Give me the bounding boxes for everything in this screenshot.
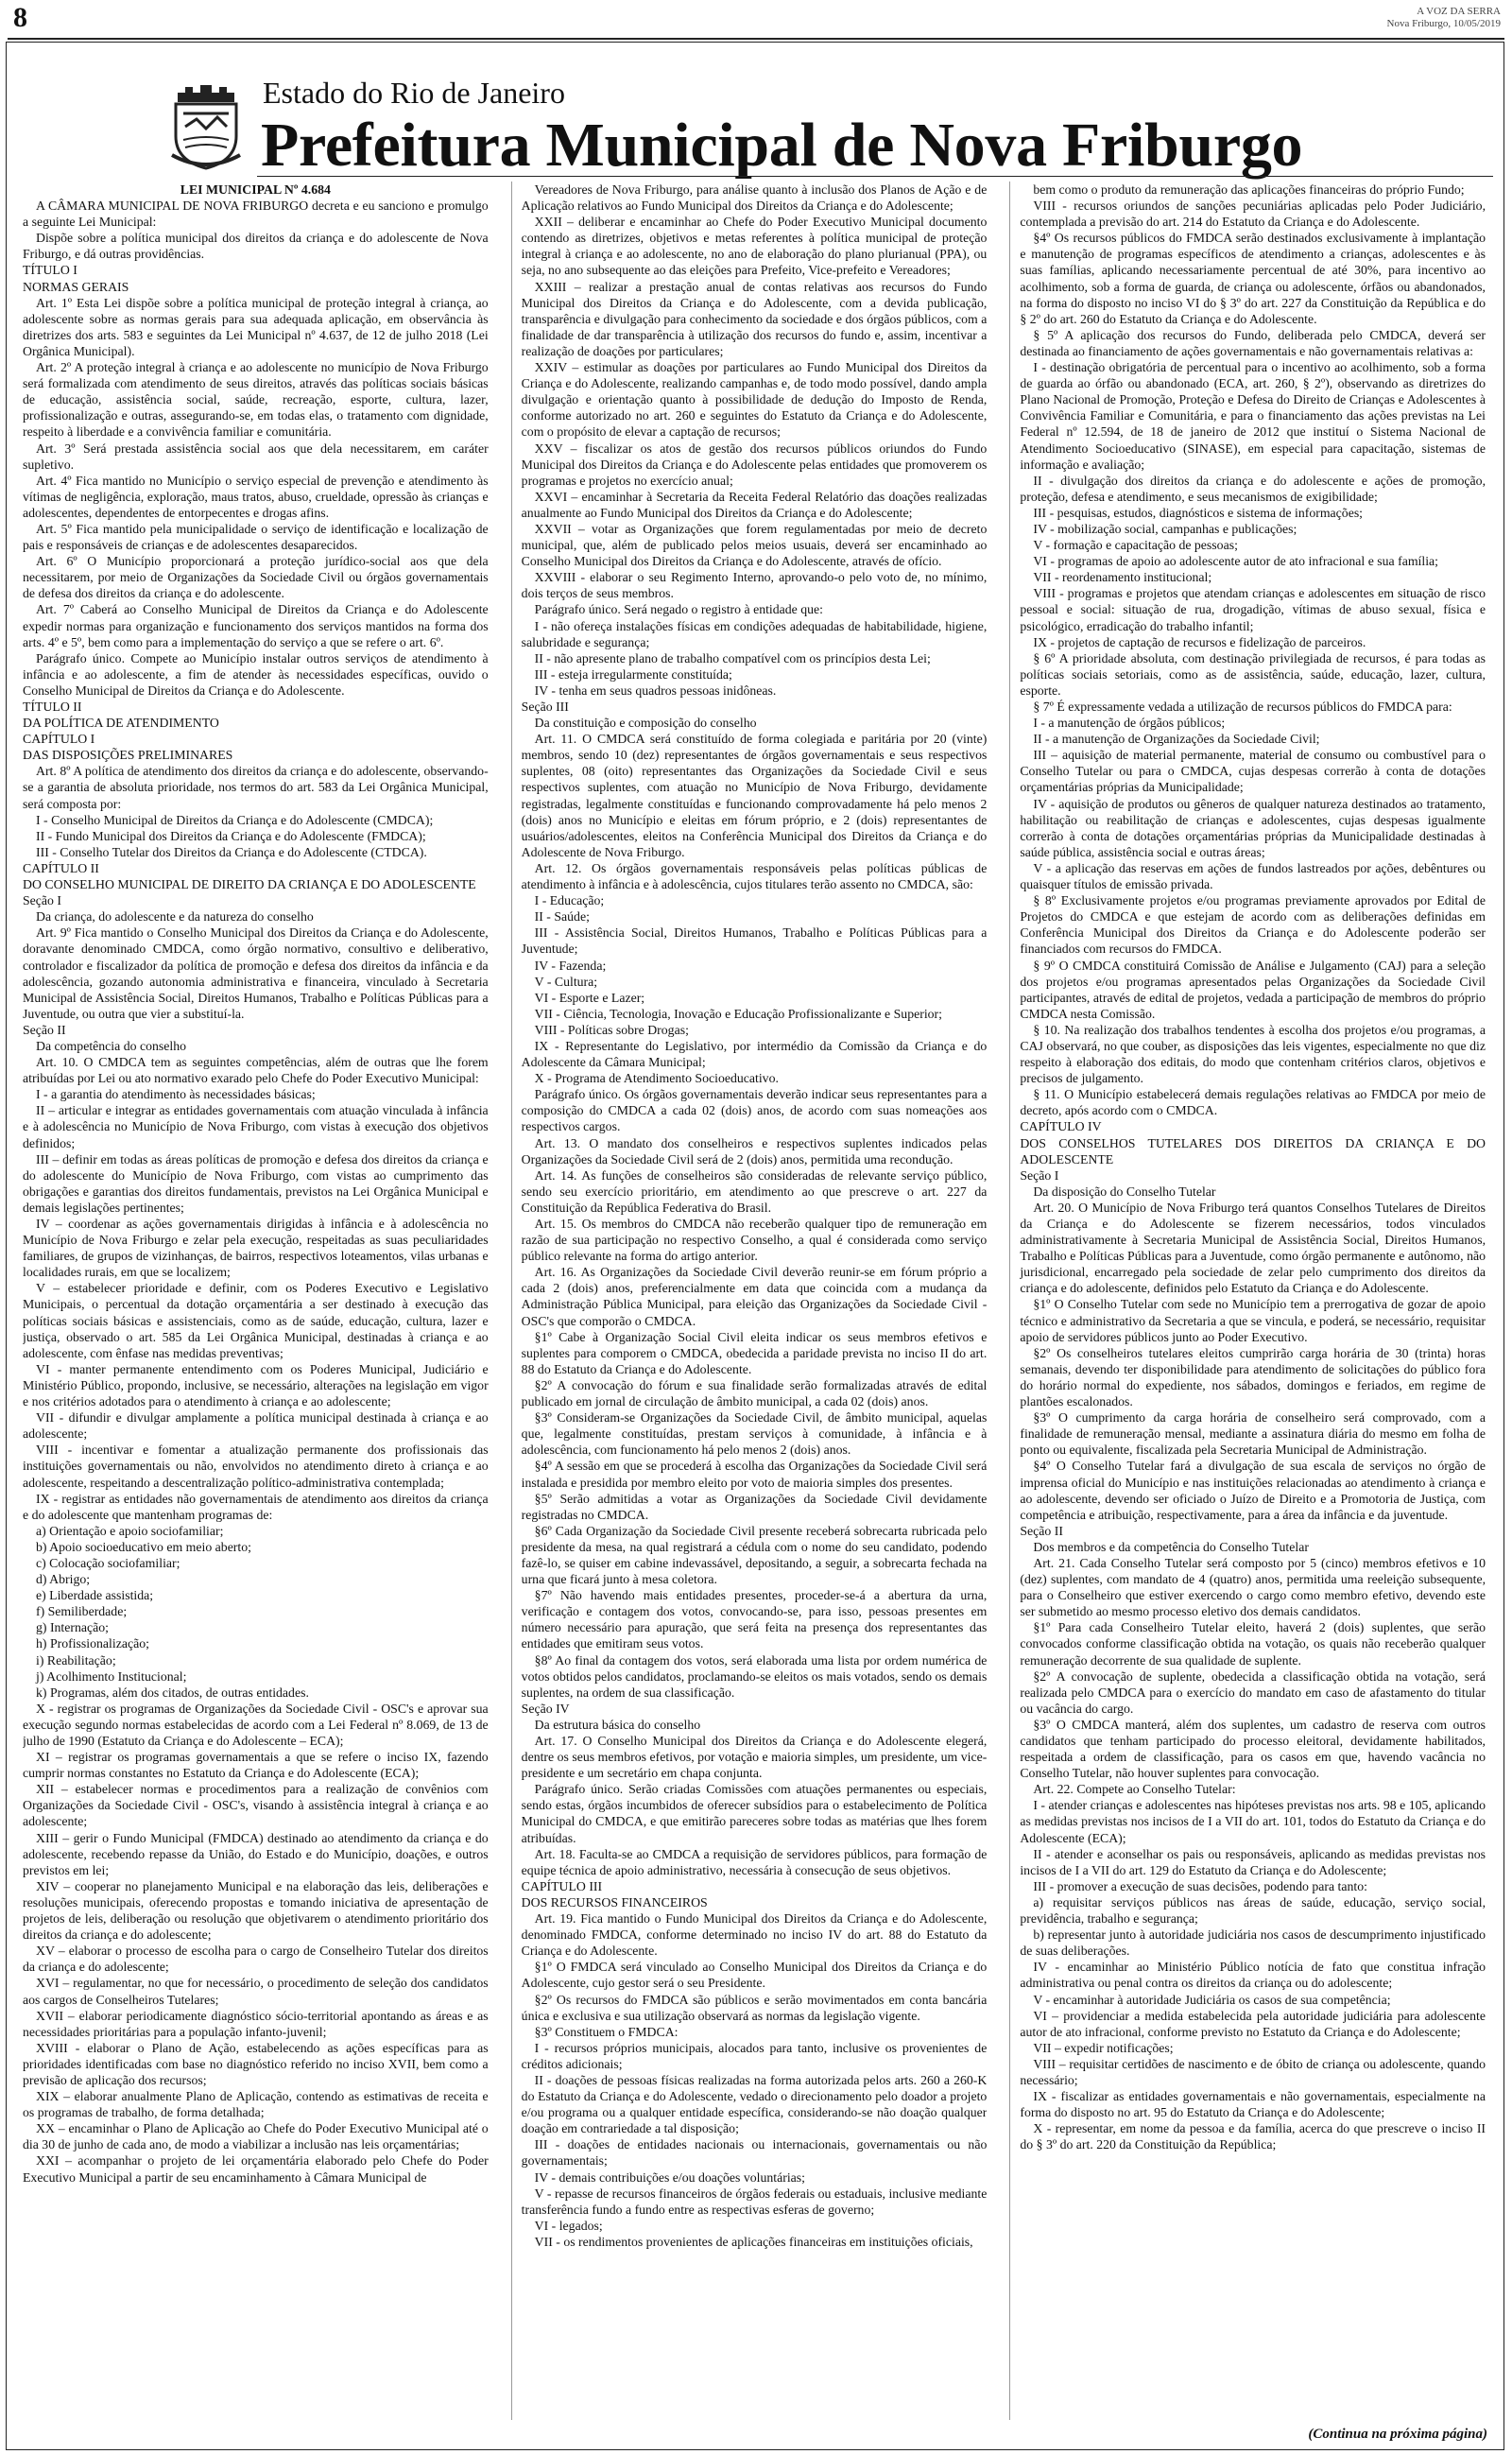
paragraph: III - Conselho Tutelar dos Direitos da Criança e do Adolescente (CTDCA).: [36, 844, 427, 859]
paragraph: XI – registrar os programas governamentais a que se refere o inciso IX, fazendo cumprir normas constantes no Estatuto da Criança e do Adolescente (ECA);: [23, 1750, 489, 1781]
paragraph: XIX – elaborar anualmente Plano de Aplicação, contendo as estimativas de receita e os programas de trabalho, de forma detalhada;: [23, 2089, 489, 2120]
paragraph: III – aquisição de material permanente, material de consumo ou combustível para o Conselho Tutelar ou para o CMDCA, cujas despesas correrão à conta de dotações orçamentárias próprias da Municipalidade;: [1020, 748, 1486, 795]
paragraph: e) Liberdade assistida;: [36, 1588, 154, 1603]
coat-of-arms-icon: [168, 81, 244, 172]
paragraph: XXIV – estimular as doações por particulares ao Fundo Municipal dos Direitos da Criança e do Adolescente, realizando campanhas e, de todo modo possível, dando ampla divulgação e orientação quanto à possibilidade de dedução do Imposto de Renda, conforme autorizado no art. 260 e seguintes do Estatuto da Criança e do Adolescente, com o propósito de elevar a captação de recursos;: [521, 360, 988, 440]
paragraph: XVI – regulamentar, no que for necessário, o procedimento de seleção dos candidatos aos cargos de Conselheiros Tutelares;: [23, 1976, 489, 2007]
paragraph: XXV – fiscalizar os atos de gestão dos recursos públicos oriundos do Fundo Municipal dos Direitos da Criança e do Adolescente pelas entidades que promoverem os programas e projetos no exercício anual;: [521, 441, 988, 488]
paragraph: §3º Consideram-se Organizações da Sociedade Civil, de âmbito municipal, aquelas que, legalmente constituídas, prestam serviços à comunidade, à infância e à adolescência, com funcionamento há pelo menos 2 (dois) anos.: [521, 1410, 988, 1458]
masthead-rule: [257, 176, 1493, 177]
paragraph: XXI – acompanhar o projeto de lei orçamentária elaborado pelo Chefe do Poder Executivo Municipal a partir de seu encaminhamento à Câmara Municipal de: [23, 2153, 489, 2185]
paragraph: i) Reabilitação;: [36, 1652, 116, 1668]
paragraph: b) representar junto à autoridade judiciária nos casos de descumprimento injustificado de suas deliberações.: [1020, 1927, 1486, 1959]
paragraph: TÍTULO II: [23, 700, 82, 714]
paragraph: IV - mobilização social, campanhas e publicações;: [1033, 521, 1297, 536]
paragraph: VIII - Políticas sobre Drogas;: [534, 1022, 689, 1037]
paragraph: Art. 14. As funções de conselheiros são consideradas de relevante serviço público, sendo seu exercício prioritário, em atendimento ao que prescreve o art. 227 da Constituição da República Federativa do Brasil.: [521, 1167, 988, 1215]
paragraph: IX - fiscalizar as entidades governamentais e não governamentais, especialmente na forma do disposto no art. 95 do Estatuto da Criança e do Adolescente;: [1020, 2089, 1486, 2120]
paragraph: X - Programa de Atendimento Socioeducativo.: [534, 1071, 779, 1086]
paragraph: Seção III: [521, 700, 569, 714]
paragraph: Da disposição do Conselho Tutelar: [1033, 1184, 1216, 1199]
paragraph: I - Conselho Municipal de Direitos da Criança e do Adolescente (CMDCA);: [36, 812, 434, 827]
paragraph: §1º O Conselho Tutelar com sede no Município tem a prerrogativa de gozar de apoio técnico e administrativo da Secretaria a que se vincula, e poderá, se necessário, requisitar apoio de servidores públicos junto ao Poder Executivo.: [1020, 1297, 1486, 1344]
paragraph: V – estabelecer prioridade e definir, com os Poderes Executivo e Legislativo Municipais, o percentual da dotação orçamentária a ser destinado à execução das políticas sociais básicas e assistenciais, como as de saúde, educação, cultura, lazer e justiça, observado o art. 585 da Lei Orgânica Municipal, destinadas à criança e ao adolescente, com ênfase nas medidas preventivas;: [23, 1281, 489, 1360]
paragraph: c) Colocação sociofamiliar;: [36, 1555, 180, 1570]
paragraph: Art. 12. Os órgãos governamentais responsáveis pelas políticas públicas de atendimento à infância e à adolescência, cujos titulares terão assento no CMDCA, são:: [521, 860, 988, 892]
paragraph: § 5º A aplicação dos recursos do Fundo, deliberada pelo CMDCA, deverá ser destinada ao financiamento de ações governamentais e não governamentais relativas a:: [1020, 327, 1486, 358]
paragraph: Art. 19. Fica mantido o Fundo Municipal dos Direitos da Criança e do Adolescente, denominado FMDCA, conforme determinado no inciso IV do art. 88 do Estatuto da Criança e do Adolescente.: [521, 1911, 988, 1959]
paragraph: V - a aplicação das reservas em ações de fundos lastreados por ações, debêntures ou quaisquer títulos de emissão privada.: [1020, 860, 1486, 892]
text-columns: [23, 181, 1486, 2420]
paragraph: II - não apresente plano de trabalho compatível com os princípios desta Lei;: [534, 650, 931, 665]
paragraph: Art. 9º Fica mantido o Conselho Municipal dos Direitos da Criança e do Adolescente, doravante denominado CMDCA, como órgão normativo, consultivo e deliberativo, controlador e fiscalizador da política de promoção e defesa dos direitos da infância e da adolescência, gozando autonomia administrativa e financeira, vinculado à Secretaria Municipal de Assistência Social, Direitos Humanos, Trabalho e Políticas Públicas para a Juventude, ou outra que vier a substituí-la.: [23, 925, 489, 1021]
paragraph: X - representar, em nome da pessoa e da família, acerca do que prescreve o inciso II do § 3º do art. 220 da Constituição da República;: [1020, 2121, 1486, 2152]
page-number: 8: [13, 2, 27, 33]
paragraph: § 9º O CMDCA constituirá Comissão de Análise e Julgamento (CAJ) para a seleção dos projetos e/ou programas apresentados pelas Organizações da Sociedade Civil participantes, através de edital de projetos, vedada a participação de membros do próprio CMDCA nesta Comissão.: [1020, 958, 1486, 1021]
paragraph: d) Abrigo;: [36, 1572, 91, 1587]
paragraph: DA POLÍTICA DE ATENDIMENTO: [23, 716, 219, 731]
paragraph: I - a garantia do atendimento às necessidades básicas;: [36, 1087, 316, 1102]
paragraph: Vereadores de Nova Friburgo, para análise quanto à inclusão dos Planos de Ação e de Aplicação relativos ao Fundo Municipal dos Direitos da Criança e do Adolescente;: [521, 182, 988, 214]
paragraph: §4º Os recursos públicos do FMDCA serão destinados exclusivamente à implantação e manutenção de programas específicos de atendimento a crianças, adolescentes e às suas famílias, aplicando necessariamente percentual de até 30%, para incentivo ao acolhimento, sob a forma de guarda, de criança ou adolescente, órfãos ou abandonados, na forma do disposto no inciso VI do § 3º do art. 227 da Constituição da República e do § 2º do art. 260 do Estatuto da Criança e do Adolescente.: [1020, 231, 1486, 326]
paragraph: IV - tenha em seus quadros pessoas inidôneas.: [534, 683, 777, 698]
paragraph: §7º Não havendo mais entidades presentes, proceder-se-á a abertura da urna, verificação e contagem dos votos, convocando-se, para isso, pessoas presentes em número necessário para apuração, que será feita na presença dos representantes das entidades que emitiram seus votos.: [521, 1588, 988, 1651]
paragraph: a) requisitar serviços públicos nas áreas de saúde, educação, serviço social, previdência, trabalho e segurança;: [1020, 1894, 1486, 1927]
paragraph: XV – elaborar o processo de escolha para o cargo de Conselheiro Tutelar dos direitos da criança e do adolescente;: [23, 1944, 489, 1975]
paragraph: Art. 4º Fica mantido no Município o serviço especial de prevenção e atendimento às vítimas de negligência, exploração, maus tratos, abuso, crueldade, opressão às crianças e adolescentes, dependentes de entorpecentes e drogas afins.: [23, 473, 489, 520]
paragraph: II - a manutenção de Organizações da Sociedade Civil;: [1033, 732, 1320, 747]
paragraph: Art. 21. Cada Conselho Tutelar será composto por 5 (cinco) membros efetivos e 10 (dez) suplentes, com mandato de 4 (quatro) anos, permitida uma reeleição subsequente, para o Conselheiro que estiver exercendo o cargo como membro efetivo, devendo este ser submetido ao mesmo processo eletivo dos demais candidatos.: [1020, 1555, 1486, 1619]
paragraph: §4º A sessão em que se procederá à escolha das Organizações da Sociedade Civil será instalada e presidida por membro eleito por voto de maioria simples dos presentes.: [521, 1459, 988, 1490]
paragraph: CAPÍTULO II: [23, 860, 99, 875]
paragraph: Dos membros e da competência do Conselho Tutelar: [1033, 1539, 1309, 1554]
paragraph: h) Profissionalização;: [36, 1636, 149, 1651]
paragraph: III – definir em todas as áreas políticas de promoção e defesa dos direitos da criança e do adolescente do Município de Nova Friburgo, com vistas ao cumprimento das obrigações e garantias dos direitos fundamentais, previstos na Lei Orgânica Municipal e demais legislações pertinentes;: [23, 1151, 489, 1215]
paragraph: §2º Os conselheiros tutelares eleitos cumprirão carga horária de 30 (trinta) horas semanais, devendo ter disponibilidade para atendimento de solicitações do público fora do horário normal do expediente, nos sábados, domingos e feriados, em regime de plantões escalonados.: [1020, 1345, 1486, 1409]
paragraph: VIII - recursos oriundos de sanções pecuniárias aplicadas pelo Poder Judiciário, contemplada a previsão do art. 214 do Estatuto da Criança e do Adolescente.: [1020, 199, 1486, 230]
paragraph: XXVII – votar as Organizações que forem regulamentadas por meio de decreto municipal, que, além de publicado pelos meios usuais, deverá ser encaminhado ao Conselho Municipal dos Direitos da Criança e do Adolescente, através de ofício.: [521, 521, 988, 569]
paragraph: DAS DISPOSIÇÕES PRELIMINARES: [23, 748, 233, 763]
paragraph: § 10. Na realização dos trabalhos tendentes à escolha dos projetos e/ou programas, a CAJ observará, no que couber, as disposições das leis vigentes, especialmente no que diz respeito à elaboração dos editais, do modo que contenham critérios claros, objetivos e precisos de julgamento.: [1020, 1022, 1486, 1086]
paragraph: Da estrutura básica do conselho: [534, 1717, 701, 1732]
paragraph: Art. 10. O CMDCA tem as seguintes competências, além de outras que lhe forem atribuídas por Lei ou ato normativo exarado pelo Chefe do Poder Executivo Municipal:: [23, 1055, 489, 1086]
paragraph: III - esteja irregularmente constituída;: [534, 666, 732, 682]
paragraph: §4º O Conselho Tutelar fará a divulgação de sua escala de serviços no órgão de imprensa oficial do Município e nas instituições relacionadas ao atendimento à criança e ao adolescente, devendo ser oficiado o Juízo de Direito e a Promotoria de Justiça, com competência e atribuição, respectivamente, para a área da infância e da juventude.: [1020, 1459, 1486, 1522]
paragraph: VII - difundir e divulgar amplamente a política municipal destinada à criança e ao adolescente;: [23, 1410, 489, 1442]
paragraph: Art. 13. O mandato dos conselheiros e respectivos suplentes indicados pelas Organizações da Sociedade Civil será de 2 (dois) anos, permitida uma recondução.: [521, 1135, 988, 1167]
paragraph: §3º O cumprimento da carga horária de conselheiro será comprovado, com a finalidade de remuneração mensal, mediante a assinatura diária do mesmo em folha de ponto ou equivalente, fiscalizada pela Secretaria Municipal de Administração.: [1020, 1410, 1486, 1458]
paragraph: Art. 7º Caberá ao Conselho Municipal de Direitos da Criança e do Adolescente expedir normas para organização e funcionamento dos serviços mantidos na forma dos arts. 4º e 5º, bem como para a implementação do serviço a que se refere o art. 6º.: [23, 602, 489, 649]
paragraph: § 11. O Município estabelecerá demais regulações relativas ao FMDCA por meio de decreto, após acordo com o CMDCA.: [1020, 1087, 1486, 1118]
paragraph: XIII – gerir o Fundo Municipal (FMDCA) destinado ao atendimento da criança e do adolescente, recebendo repasse da União, do Estado e do Município, doações, e outros previstos em lei;: [23, 1830, 489, 1877]
running-header: [1387, 6, 1502, 30]
paragraph: Art. 16. As Organizações da Sociedade Civil deverão reunir-se em fórum próprio a cada 2 (dois) anos, preferencialmente em data que coincida com a mudança da Administração Pública Municipal, para eleição das Organizações da Sociedade Civil - OSC's que comporão o CMDCA.: [521, 1265, 988, 1328]
paragraph: §2º A convocação do fórum e sua finalidade serão formalizadas através de edital publicado em jornal de circulação de âmbito municipal, a cada 02 (dois) anos.: [521, 1377, 988, 1409]
paragraph: IX - Representante do Legislativo, por intermédio da Comissão da Criança e do Adolescente da Câmara Municipal;: [521, 1038, 988, 1070]
paragraph: VII - os rendimentos provenientes de aplicações financeiras em instituições oficiais,: [534, 2234, 973, 2249]
paragraph: §5º Serão admitidas a votar as Organizações da Sociedade Civil devidamente registradas no CMDCA.: [521, 1491, 988, 1522]
paragraph: CAPÍTULO III: [521, 1878, 603, 1893]
paragraph: j) Acolhimento Institucional;: [36, 1668, 187, 1684]
paragraph: VI - legados;: [534, 2218, 603, 2233]
paragraph: §2º A convocação de suplente, obedecida a classificação obtida na votação, será realizada pelo CMDCA para o exercício do mandato em caso de afastamento do titular ou vacância do cargo.: [1020, 1668, 1486, 1716]
top-rule: [8, 38, 1504, 40]
paragraph: VII - reordenamento institucional;: [1033, 570, 1212, 585]
issue-date: Nova Friburgo, 10/05/2019: [1386, 18, 1501, 29]
paragraph: DOS CONSELHOS TUTELARES DOS DIREITOS DA CRIANÇA E DO ADOLESCENTE: [1020, 1135, 1486, 1167]
paragraph: I - atender crianças e adolescentes nas hipóteses previstas nos arts. 98 e 105, aplicando as medidas previstas nos incisos de I a VII do art. 101, todos do Estatuto da Criança e do Adolescente (ECA);: [1020, 1798, 1486, 1845]
paragraph: XVIII - elaborar o Plano de Ação, estabelecendo as ações específicas para as prioridades identificadas com base no diagnóstico referido no inciso XVII, bem como a previsão de aplicação dos recursos;: [23, 2040, 489, 2087]
paragraph: TÍTULO I: [23, 263, 77, 278]
paragraph: Art. 20. O Município de Nova Friburgo terá quantos Conselhos Tutelares de Direitos da Criança e do Adolescente se fizerem necessários, todos vinculados administrativamente à Secretaria Municipal de Assistência Social, Direitos Humanos, Trabalho e Políticas Públicas para a Juventude, como órgão permanente e autônomo, não jurisdicional, encarregado pela sociedade de zelar pelo cumprimento dos direitos da criança e do adolescente, definidos pelo Estatuto da Criança e do Adolescente.: [1020, 1200, 1486, 1296]
paragraph: §1º Cabe à Organização Social Civil eleita indicar os seus membros efetivos e suplentes para comporem o CMDCA, obedecida a paridade prevista no inciso II do art. 88 do Estatuto da Criança e do Adolescente.: [521, 1329, 988, 1376]
paragraph: I - recursos próprios municipais, alocados para tanto, inclusive os provenientes de créditos adicionais;: [521, 2040, 988, 2071]
paragraph: Seção II: [1020, 1523, 1063, 1538]
paragraph: V - encaminhar à autoridade Judiciária os casos de sua competência;: [1033, 1992, 1391, 2007]
paragraph: f) Semiliberdade;: [36, 1604, 128, 1619]
paragraph: III - pesquisas, estudos, diagnósticos e sistema de informações;: [1033, 505, 1364, 520]
paragraph: Art. 2º A proteção integral à criança e ao adolescente no município de Nova Friburgo será formalizada com atendimento de seus direitos, através das políticas sociais básicas de educação, assistência social, saúde, recreação, esporte, cultura, lazer, profissionalização e outras, assegurando-se, em todas elas, o tratamento com dignidade, respeito à liberdade e a convivência familiar e comunitária.: [23, 360, 489, 440]
paragraph: IV - encaminhar ao Ministério Público notícia de fato que constitua infração administrativa ou penal contra os direitos da criança ou do adolescente;: [1020, 1960, 1486, 1991]
paragraph: Parágrafo único. Será negado o registro à entidade que:: [534, 602, 824, 617]
paragraph: Seção IV: [521, 1701, 570, 1716]
paragraph: Art. 3º Será prestada assistência social aos que dela necessitarem, em caráter supletivo.: [23, 441, 489, 472]
paragraph: Seção II: [23, 1022, 66, 1037]
paragraph: V - formação e capacitação de pessoas;: [1033, 538, 1238, 553]
state-name: Estado do Rio de Janeiro: [263, 76, 565, 110]
paragraph: Seção I: [1020, 1167, 1059, 1183]
paragraph: VII - Ciência, Tecnologia, Inovação e Educação Profissionalizante e Superior;: [534, 1006, 942, 1021]
paragraph: Art. 18. Faculta-se ao CMDCA a requisição de servidores públicos, para formação de equipe técnica de apoio administrativo, necessária à consecução de seus objetivos.: [521, 1846, 988, 1877]
paragraph: NORMAS GERAIS: [23, 279, 129, 294]
paragraph: §6º Cada Organização da Sociedade Civil presente receberá sobrecarta rubricada pelo presidente da mesa, na qual registrará a cédula com o nome do seu candidato, podendo fazê-lo, se quiser em cabine indevassável, depositando, a seguir, a sobrecarta fechada na urna que ficará junto à mesa coletora.: [521, 1523, 988, 1587]
page-title: Prefeitura Municipal de Nova Friburgo: [261, 111, 1303, 180]
paragraph: II – articular e integrar as entidades governamentais com atuação vinculada à infância e à adolescência no Município de Nova Friburgo, com vistas à execução dos objetivos definidos;: [23, 1103, 489, 1150]
paragraph: A CÂMARA MUNICIPAL DE NOVA FRIBURGO decreta e eu sanciono e promulgo a seguinte Lei Municipal:: [23, 199, 489, 230]
paragraph: Da criança, do adolescente e da natureza do conselho: [36, 909, 314, 925]
paragraph: Parágrafo único. Compete ao Município instalar outros serviços de atendimento à infância e ao adolescente, a fim de atender às necessidades específicas, ouvido o Conselho Municipal de Direitos da Criança e do Adolescente.: [23, 650, 489, 698]
paragraph: §2º Os recursos do FMDCA são públicos e serão movimentados em conta bancária única e exclusiva e sua utilização observará as normas da legislação vigente.: [521, 1992, 988, 2023]
paragraph: V - Cultura;: [534, 974, 598, 989]
paragraph: IV – coordenar as ações governamentais dirigidas à infância e à adolescência no Município de Nova Friburgo e zelar pela execução, respeitadas as suas peculiaridades familiares, de grupos de vizinhanças, de bairros, respectivos loteamentos, vilas urbanas e localidades rurais, em que se localizem;: [23, 1217, 489, 1280]
paragraph: b) Apoio socioeducativo em meio aberto;: [36, 1539, 251, 1554]
paragraph: VI - programas de apoio ao adolescente autor de ato infracional e sua família;: [1033, 554, 1439, 569]
paragraph: III - doações de entidades nacionais ou internacionais, governamentais ou não governamentais;: [521, 2137, 988, 2169]
paragraph: DO CONSELHO MUNICIPAL DE DIREITO DA CRIANÇA E DO ADOLESCENTE: [23, 877, 476, 892]
paragraph: Art. 15. Os membros do CMDCA não receberão qualquer tipo de remuneração em razão de sua participação no respectivo Conselho, a qual é considerada como serviço público relevante na forma do artigo anterior.: [521, 1217, 988, 1264]
law-title: LEI MUNICIPAL Nº 4.684: [180, 182, 331, 197]
paragraph: I - destinação obrigatória de percentual para o incentivo ao acolhimento, sob a forma de guarda ao órfão ou abandonado (ECA, art. 260, § 2º), observando as diretrizes do Plano Nacional de Promoção, Proteção e Defesa do Direito de Crianças e Adolescentes à Convivência Familiar e Comunitária, e para o financiamento das ações previstas na Lei Federal nº 12.594, de 18 de janeiro de 2012 que instituí o Sistema Nacional de Atendimento Socioeducativo (SINASE), em especial para capacitação, sistemas de informação e avaliação;: [1020, 360, 1486, 472]
paragraph: Art. 17. O Conselho Municipal dos Direitos da Criança e do Adolescente elegerá, dentre os seus membros efetivos, por votação e maioria simples, um presidente, um vice-presidente e um secretário em chapa conjunta.: [521, 1734, 988, 1781]
paragraph: Parágrafo único. Serão criadas Comissões com atuações permanentes ou especiais, sendo estas, órgãos incumbidos de oferecer subsídios para o estabelecimento de Política Municipal do CMDCA, e que emitirão pareceres sobre todas as matérias que lhes forem atribuídas.: [521, 1782, 988, 1845]
paragraph: III - promover a execução de suas decisões, podendo para tanto:: [1033, 1878, 1367, 1893]
paragraph: Art. 1º Esta Lei dispõe sobre a política municipal de proteção integral à criança, ao adolescente sobre as normas gerais para sua adequada aplicação, em observância às diretrizes dos arts. 583 e seguintes da Lei Municipal nº 4.637, de 12 de julho 2018 (Lei Orgânica Municipal).: [23, 295, 489, 358]
paragraph: XII – estabelecer normas e procedimentos para a realização de convênios com Organizações da Sociedade Civil - OSC's, visando à assistência integral à criança e ao adolescente;: [23, 1782, 489, 1829]
paragraph: VIII - programas e projetos que atendam crianças e adolescentes em situação de risco pessoal e social: situação de rua, drogadição, vítimas de abuso sexual, física e psicológico, erradicação do trabalho infantil;: [1020, 586, 1486, 633]
paragraph: Art. 6º O Município proporcionará a proteção jurídico-social aos que dela necessitarem, por meio de Organizações da Sociedade Civil ou órgãos governamentais de defesa dos direitos da criança e do adolescente.: [23, 554, 489, 601]
paragraph: §1º O FMDCA será vinculado ao Conselho Municipal dos Direitos da Criança e do Adolescente, cujo gestor será o seu Presidente.: [521, 1960, 988, 1991]
paragraph: §3º Constituem o FMDCA:: [534, 2024, 679, 2039]
paragraph: Art. 11. O CMDCA será constituído de forma colegiada e paritária por 20 (vinte) membros, sendo 10 (dez) representantes de órgãos governamentais e seus respectivos suplentes, 08 (oito) representantes das Organizações da Sociedade Civil e seus respectivos suplentes, com atuação no Município de Nova Friburgo, devidamente registradas, legalmente constituídas e funcionando comprovadamente há pelo menos 2 (dois) anos no Município e eleitas em fórum próprio, e 2 (dois) representantes de usuários/adolescentes, eleitos na Conferência Municipal dos Direitos da Criança e do Adolescente de Nova Friburgo.: [521, 732, 988, 859]
paragraph: III - Assistência Social, Direitos Humanos, Trabalho e Políticas Públicas para a Juventude;: [521, 925, 988, 957]
paragraph: Seção I: [23, 893, 61, 908]
paragraph: § 7º É expressamente vedada a utilização de recursos públicos do FMDCA para:: [1033, 700, 1452, 714]
paragraph: I - a manutenção de órgãos públicos;: [1033, 716, 1226, 731]
paragraph: Art. 22. Compete ao Conselho Tutelar:: [1033, 1782, 1236, 1797]
paragraph: Da competência do conselho: [36, 1038, 186, 1053]
paragraph: IV - aquisição de produtos ou gêneros de qualquer natureza destinados ao tratamento, habilitação ou reabilitação de crianças e adolescentes, cujas despesas igualmente correrão à conta de dotações orçamentárias próprias da Municipalidade destinadas à saúde pública, assistência social e outras áreas;: [1020, 796, 1486, 859]
paragraph: IX - registrar as entidades não governamentais de atendimento aos direitos da criança e do adolescente que mantenham programas de:: [23, 1491, 489, 1522]
paragraph: § 8º Exclusivamente projetos e/ou programas previamente aprovados por Edital de Projetos do CMDCA e que estejam de acordo com as deliberações definidas em Conferência Municipal dos Direitos da Criança e do Adolescente poderão ser financiados com recursos do FMDCA.: [1020, 893, 1486, 957]
paragraph: bem como o produto da remuneração das aplicações financeiras do próprio Fundo;: [1033, 182, 1465, 197]
paragraph: II - atender e aconselhar os pais ou responsáveis, aplicando as medidas previstas nos incisos de I a VII do art. 129 do Estatuto da Criança e do Adolescente;: [1020, 1846, 1486, 1877]
paragraph: XVII – elaborar periodicamente diagnóstico sócio-territorial apontando as áreas e as necessidades prioritárias para a população infanto-juvenil;: [23, 2008, 489, 2039]
paragraph: I - Educação;: [534, 893, 605, 908]
paragraph: §3º O CMDCA manterá, além dos suplentes, um cadastro de reserva com outros candidatos que tenham participado do processo eleitoral, devidamente habilitados, respeitada a ordem de classificação, para os casos em que, havendo vacância no Conselho Tutelar, não houver suplentes para convocação.: [1020, 1717, 1486, 1781]
paragraph: Dispõe sobre a política municipal dos direitos da criança e do adolescente de Nova Friburgo, e dá outras providências.: [23, 231, 489, 262]
paragraph: IV - demais contribuições e/ou doações voluntárias;: [534, 2169, 806, 2185]
paragraph: XXIII – realizar a prestação anual de contas relativas aos recursos do Fundo Municipal dos Direitos da Criança e do Adolescente, com a devida publicação, transparência e divulgação para conhecimento da sociedade e dos órgãos públicos, com a finalidade de dar transparência à utilização dos recursos do fundo e, assim, incentivar a realização de doações por particulares;: [521, 279, 988, 358]
newspaper-name: A VOZ DA SERRA: [1417, 6, 1501, 17]
paragraph: XXVIII - elaborar o seu Regimento Interno, aprovando-o pelo voto de, no mínimo, dois terços de seus membros.: [521, 570, 988, 601]
paragraph: XX – encaminhar o Plano de Aplicação ao Chefe do Poder Executivo Municipal até o dia 30 de junho de cada ano, de modo a viabilizar a inclusão nas leis orçamentárias;: [23, 2121, 489, 2152]
paragraph: CAPÍTULO IV: [1020, 1119, 1102, 1134]
paragraph: X - registrar os programas de Organizações da Sociedade Civil - OSC's e aprovar sua execução segundo normas estabelecidas de acordo com a Lei Federal nº 8.069, de 13 de julho de 1990 (Estatuto da Criança e do Adolescente – ECA);: [23, 1701, 489, 1748]
paragraph: VI – providenciar a medida estabelecida pela autoridade judiciária para adolescente autor de ato infracional, conforme previsto no Estatuto da Criança e do Adolescente;: [1020, 2008, 1486, 2039]
paragraph: VIII - incentivar e fomentar a atualização permanente dos profissionais das instituições governamentais ou não, envolvidos no atendimento direto à criança e ao adolescente, respeitando a descentralização político-administrativa contemplada;: [23, 1443, 489, 1490]
paragraph: g) Internação;: [36, 1620, 109, 1635]
paragraph: II - divulgação dos direitos da criança e do adolescente e ações de promoção, proteção, defesa e atendimento, e seus mecanismos de exigibilidade;: [1020, 473, 1486, 504]
paragraph: IX - projetos de captação de recursos e fidelização de parceiros.: [1033, 634, 1366, 649]
paragraph: CAPÍTULO I: [23, 732, 95, 747]
paragraph: §1º Para cada Conselheiro Tutelar eleito, haverá 2 (dois) suplentes, que serão convocados conforme classificação obtida na votação, os quais não receberão qualquer remuneração decorrente de sua qualidade de suplente.: [1020, 1620, 1486, 1668]
paragraph: VII – expedir notificações;: [1033, 2040, 1174, 2055]
paragraph: k) Programas, além dos citados, de outras entidades.: [36, 1685, 309, 1700]
paragraph: Art. 5º Fica mantido pela municipalidade o serviço de identificação e localização de pais e responsáveis de crianças e de adolescentes desaparecidos.: [23, 521, 489, 553]
paragraph: a) Orientação e apoio sociofamiliar;: [36, 1523, 224, 1538]
paragraph: II - Fundo Municipal dos Direitos da Criança e do Adolescente (FMDCA);: [36, 828, 426, 843]
paragraph: Art. 8º A política de atendimento dos direitos da criança e do adolescente, observando-se a garantia de absoluta prioridade, nos termos do art. 583 da Lei Orgânica Municipal, será composta por:: [23, 764, 489, 811]
text-column-3: [1009, 181, 1486, 2420]
paragraph: Da constituição e composição do conselho: [534, 716, 757, 731]
paragraph: DOS RECURSOS FINANCEIROS: [521, 1894, 708, 1910]
paragraph: V - repasse de recursos financeiros de órgãos federais ou estaduais, inclusive mediante transferência fundo a fundo entre as respectivas esferas de governo;: [521, 2186, 988, 2217]
paragraph: Parágrafo único. Os órgãos governamentais deverão indicar seus representantes para a composição do CMDCA a cada 02 (dois) anos, de acordo com suas nomeações aos respectivos cargos.: [521, 1087, 988, 1134]
paragraph: XXII – deliberar e encaminhar ao Chefe do Poder Executivo Municipal documento contendo as diretrizes, objetivos e metas referentes à política municipal de proteção integral à criança e ao adolescente, no ano de elaboração do plano plurianual (PPA), ou seja, no ano subsequente ao das eleições para Prefeito, Vice-prefeito e Vereadores;: [521, 215, 988, 278]
paragraph: VI - Esporte e Lazer;: [534, 990, 645, 1005]
text-column-1: [23, 181, 489, 2420]
paragraph: VI - manter permanente entendimento com os Poderes Municipal, Judiciário e Ministério Público, propondo, inclusive, se necessário, alterações na legislação em vigor e nos critérios adotados para o atendimento à criança e ao adolescente;: [23, 1361, 489, 1409]
paragraph: II - doações de pessoas físicas realizadas na forma autorizada pelos arts. 260 a 260-K do Estatuto da Criança e do Adolescente, vedado o direcionamento pelo doador a projeto e/ou programa ou a qualquer entidade específica, considerando-se não doação qualquer doação em contrariedade a tal disposição;: [521, 2072, 988, 2136]
paragraph: § 6º A prioridade absoluta, com destinação privilegiada de recursos, é para todas as políticas sociais setoriais, como as de assistência, saúde, educação, lazer, cultura, esporte.: [1020, 650, 1486, 698]
text-column-2: [511, 181, 988, 2420]
paragraph: XIV – cooperar no planejamento Municipal e na elaboração das leis, deliberações e resoluções municipais, oferecendo propostas e tomando iniciativa de apresentação de projetos de leis, deliberação ou resolução que objetivarem o atendimento prioritário dos direitos da criança e do adolescente;: [23, 1878, 489, 1943]
paragraph: IV - Fazenda;: [534, 958, 607, 973]
continuation-note: (Continua na próxima página): [1308, 2427, 1487, 2442]
paragraph: §8º Ao final da contagem dos votos, será elaborada uma lista por ordem numérica de votos obtidos pelos candidatos, proclamando-se eleitos os mais votados, sendo os demais suplentes, na ordem de sua classificação.: [521, 1652, 988, 1700]
paragraph: VIII – requisitar certidões de nascimento e de óbito de criança ou adolescente, quando necessário;: [1020, 2056, 1486, 2087]
paragraph: XXVI – encaminhar à Secretaria da Receita Federal Relatório das doações realizadas anualmente ao Fundo Municipal dos Direitos da Criança e do Adolescente;: [521, 489, 988, 520]
paragraph: II - Saúde;: [534, 909, 590, 925]
paragraph: I - não ofereça instalações físicas em condições adequadas de habitabilidade, higiene, salubridade e segurança;: [521, 618, 988, 649]
